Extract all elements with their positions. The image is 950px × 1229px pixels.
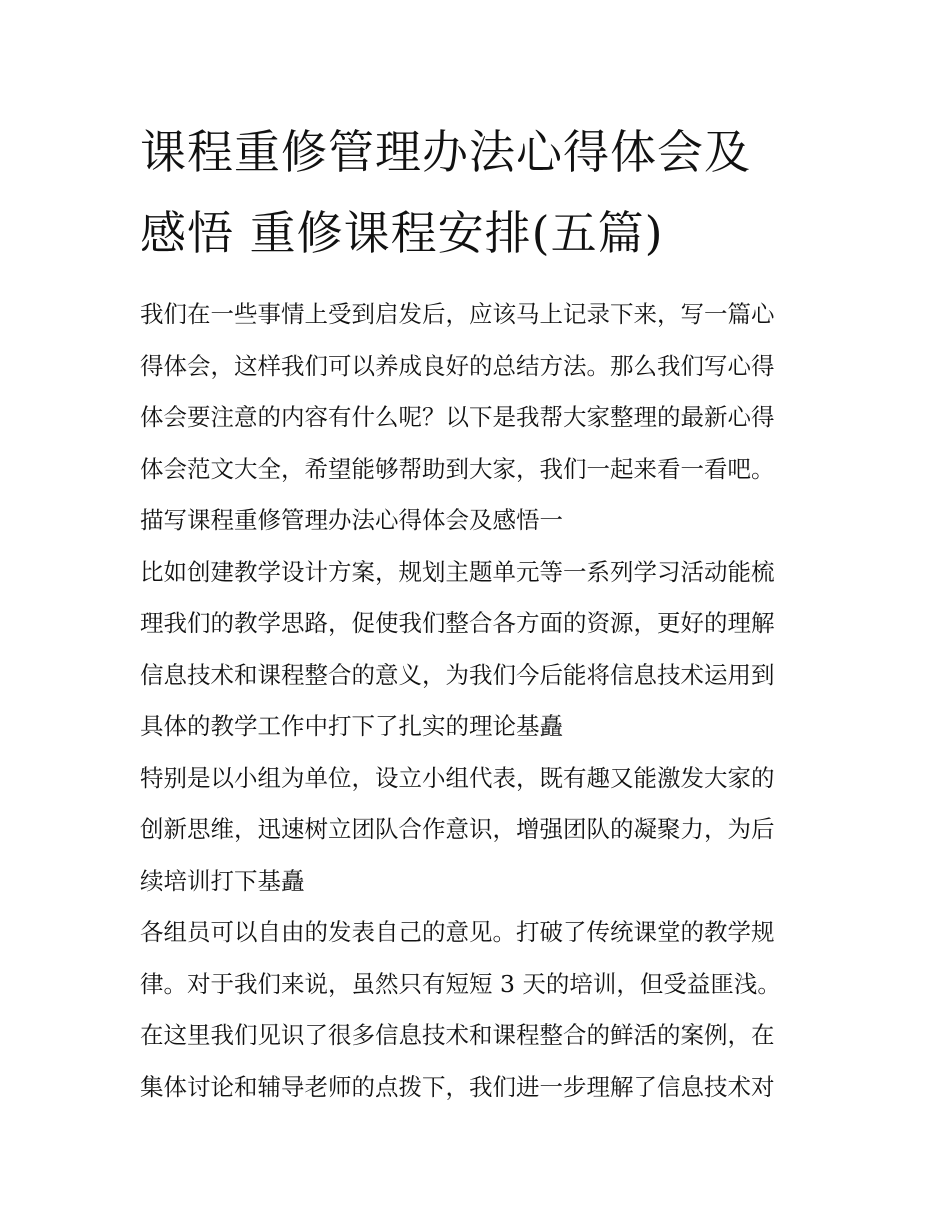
paragraph-line: 特别是以小组为单位，设立小组代表，既有趣又能激发大家的 xyxy=(140,763,775,792)
intro-line: 我们在一些事情上受到启发后，应该马上记录下来，写一篇心 xyxy=(140,300,775,328)
paragraph-line: 在这里我们见识了很多信息技术和课程整合的鲜活的案例，在 xyxy=(140,1021,775,1049)
document-page xyxy=(140,112,820,1113)
paragraph-line: 理我们的教学思路，促使我们整合各方面的资源，更好的理解 xyxy=(140,609,775,637)
document-body xyxy=(140,289,820,1113)
title-line: 课程重修管理办法心得体会及 xyxy=(140,125,751,179)
paragraph-line: 集体讨论和辅导老师的点拨下，我们进一步理解了信息技术对 xyxy=(140,1072,775,1101)
paragraph-line: 各组员可以自由的发表自己的意见。打破了传统课堂的教学规 xyxy=(140,918,775,946)
document-title xyxy=(140,112,820,274)
paragraph-line: 创新思维，迅速树立团队合作意识，增强团队的凝聚力，为后 xyxy=(140,815,775,843)
paragraph-line: 续培训打下基矗 xyxy=(140,866,305,895)
intro-line: 体会范文大全，希望能够帮助到大家，我们一起来看一看吧。 xyxy=(140,454,775,483)
intro-line: 体会要注意的内容有什么呢？以下是我帮大家整理的最新心得 xyxy=(140,403,775,431)
paragraph-line: 律。对于我们来说，虽然只有短短 3 天的培训，但受益匪浅。 xyxy=(140,969,781,998)
intro-line: 得体会，这样我们可以养成良好的总结方法。那么我们写心得 xyxy=(140,351,775,380)
paragraph-line: 信息技术和课程整合的意义，为我们今后能将信息技术运用到 xyxy=(140,660,775,689)
paragraph-line: 比如创建教学设计方案，规划主题单元等一系列学习活动能梳 xyxy=(140,557,775,586)
section-heading: 描写课程重修管理办法心得体会及感悟一 xyxy=(140,506,563,534)
paragraph-line: 具体的教学工作中打下了扎实的理论基矗 xyxy=(140,712,563,740)
title-line: 感悟 重修课程安排(五篇) xyxy=(140,206,664,260)
